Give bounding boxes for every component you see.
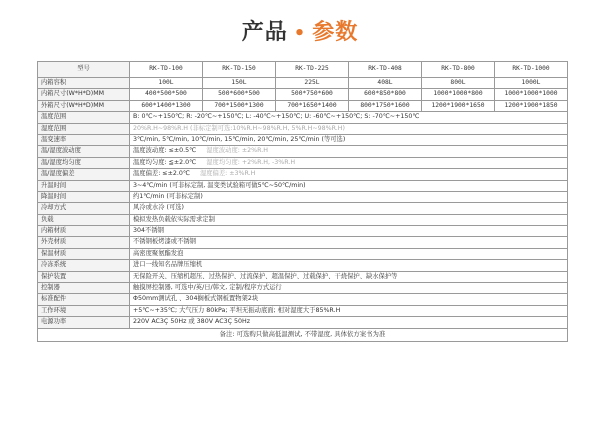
row-outer-size (38, 100, 568, 111)
inner-size-cell: 500*600*500 (203, 89, 276, 100)
row-deviation (38, 169, 568, 180)
model-cell: RK-TD-100 (130, 62, 203, 78)
row-fluctuation (38, 146, 568, 157)
row-label: 冷却方式 (38, 203, 130, 214)
row-inner-material (38, 226, 568, 237)
row-label: 外箱尺寸(W*H*D)MM (38, 100, 130, 111)
row-value: Φ50mm测试孔 、304搁板式钢板置物架2块 (130, 294, 568, 305)
humidity-value: 湿度均匀度: +2%R.H, -3%R.H (206, 158, 296, 166)
row-label: 型号 (38, 62, 130, 78)
row-label: 标准配件 (38, 294, 130, 305)
row-volume (38, 78, 568, 89)
row-label: 控制器 (38, 283, 130, 294)
inner-size-cell: 600*850*800 (349, 89, 422, 100)
row-label: 温变速率 (38, 134, 130, 145)
row-label: 保护装置 (38, 271, 130, 282)
row-value: 304不锈钢 (130, 226, 568, 237)
humidity-value: 湿度波动度: ±2%R.H (206, 147, 269, 155)
model-cell: RK-TD-1000 (495, 62, 568, 78)
row-value (130, 146, 568, 157)
temp-value: 温度均匀度: ≦±2.0℃ (133, 158, 197, 166)
row-value (130, 169, 568, 180)
model-cell: RK-TD-150 (203, 62, 276, 78)
volume-cell: 225L (276, 78, 349, 89)
volume-cell: 150L (203, 78, 276, 89)
row-protection (38, 271, 568, 282)
outer-size-cell: 600*1400*1300 (130, 100, 203, 111)
page-title (0, 15, 600, 46)
row-label: 负载 (38, 214, 130, 225)
spec-table (37, 61, 568, 342)
humidity-value: 湿度偏差: ±3%R.H (199, 170, 256, 178)
row-label: 温/湿度波动度 (38, 146, 130, 157)
row-value: 220V AC3Ç 50Hz 或 380V AC3Ç 50Hz (130, 317, 568, 328)
title-part-params: 参数 (312, 20, 359, 45)
row-label: 温/湿度均匀度 (38, 157, 130, 168)
row-inner-size (38, 89, 568, 100)
row-insulation (38, 248, 568, 259)
row-value (130, 157, 568, 168)
inner-size-cell: 1000*1000*800 (422, 89, 495, 100)
row-label: 升温时间 (38, 180, 130, 191)
row-value: +5℃~+35℃; 大气压力 80kPa; 平坦无振动底面; 相对湿度大于85%R.H (130, 305, 568, 316)
row-label: 内箱尺寸(W*H*D)MM (38, 89, 130, 100)
row-heating-time (38, 180, 568, 191)
row-load (38, 214, 568, 225)
row-label: 工作环境 (38, 305, 130, 316)
temp-value: 温度波动度: ≤±0.5℃ (133, 147, 197, 155)
row-value: 风冷或水冷 (可选) (130, 203, 568, 214)
row-label: 冷冻系统 (38, 260, 130, 271)
row-shell-material (38, 237, 568, 248)
row-value: 进口一线知名品牌压缩机 (130, 260, 568, 271)
outer-size-cell: 800*1750*1600 (349, 100, 422, 111)
model-cell: RK-TD-408 (349, 62, 422, 78)
row-value: 无保险开关、压缩机超压、过热保护、过流保护、超温保护、过载保护、干烧保护、缺水保护等 (130, 271, 568, 282)
row-temp-range (38, 112, 568, 123)
row-value: 约1℃/min (可非标定制) (130, 191, 568, 202)
inner-size-cell: 500*750*600 (276, 89, 349, 100)
row-label: 湿度范围 (38, 123, 130, 134)
row-cooling-method (38, 203, 568, 214)
volume-cell: 1000L (495, 78, 568, 89)
row-label: 内箱材质 (38, 226, 130, 237)
temp-value: 温度偏差: ≤±2.0℃ (133, 170, 190, 178)
row-humidity-range (38, 123, 568, 134)
outer-size-cell: 700*1650*1400 (276, 100, 349, 111)
row-value: 触摸屏控制器, 可选中/英/日/韩文, 定制/程序方式运行 (130, 283, 568, 294)
outer-size-cell: 1200*1900*1850 (495, 100, 568, 111)
model-cell: RK-TD-800 (422, 62, 495, 78)
inner-size-cell: 1000*1000*1000 (495, 89, 568, 100)
row-label: 内箱容积 (38, 78, 130, 89)
row-label: 电源功率 (38, 317, 130, 328)
title-part-product: 产品 (241, 20, 288, 45)
model-cell: RK-TD-225 (276, 62, 349, 78)
row-label: 保温材质 (38, 248, 130, 259)
row-value: 模拟发热负载依实际需求定制 (130, 214, 568, 225)
row-label: 降温时间 (38, 191, 130, 202)
row-controller (38, 283, 568, 294)
row-value: B: 0℃~+150℃; R: -20℃~+150℃; L: -40℃~+150℃; U: -60℃~+150℃; S: -70℃~+150℃ (130, 112, 568, 123)
volume-cell: 408L (349, 78, 422, 89)
volume-cell: 100L (130, 78, 203, 89)
row-label: 温度范围 (38, 112, 130, 123)
row-label: 外壳材质 (38, 237, 130, 248)
row-refrigeration (38, 260, 568, 271)
volume-cell: 800L (422, 78, 495, 89)
row-label: 温/湿度偏差 (38, 169, 130, 180)
row-temp-rate (38, 134, 568, 145)
row-value: 3℃/min, 5℃/min, 10℃/min, 15℃/min, 20℃/min, 25℃/min (等可选) (130, 134, 568, 145)
row-environment (38, 305, 568, 316)
row-value: 20%R.H~98%R.H (非标定制可选:10%R.H~98%R.H, 5%R.H~98%R.H) (130, 123, 568, 134)
row-cooling-time (38, 191, 568, 202)
title-dot: • (293, 23, 307, 44)
row-value: 不锈钢板烤漆或不锈钢 (130, 237, 568, 248)
row-note (38, 328, 568, 341)
outer-size-cell: 1200*1900*1650 (422, 100, 495, 111)
note-text: 备注: 可选购只做高低温测试, 不带湿度, 具体依方案书为准 (38, 328, 568, 341)
row-value: 高密度聚氨酯发泡 (130, 248, 568, 259)
row-model (38, 62, 568, 78)
row-accessories (38, 294, 568, 305)
row-uniformity (38, 157, 568, 168)
row-value: 3~4℃/min (可非标定制, 温变类试验箱可做5℃~50℃/min) (130, 180, 568, 191)
row-power (38, 317, 568, 328)
outer-size-cell: 700*1500*1300 (203, 100, 276, 111)
inner-size-cell: 400*500*500 (130, 89, 203, 100)
